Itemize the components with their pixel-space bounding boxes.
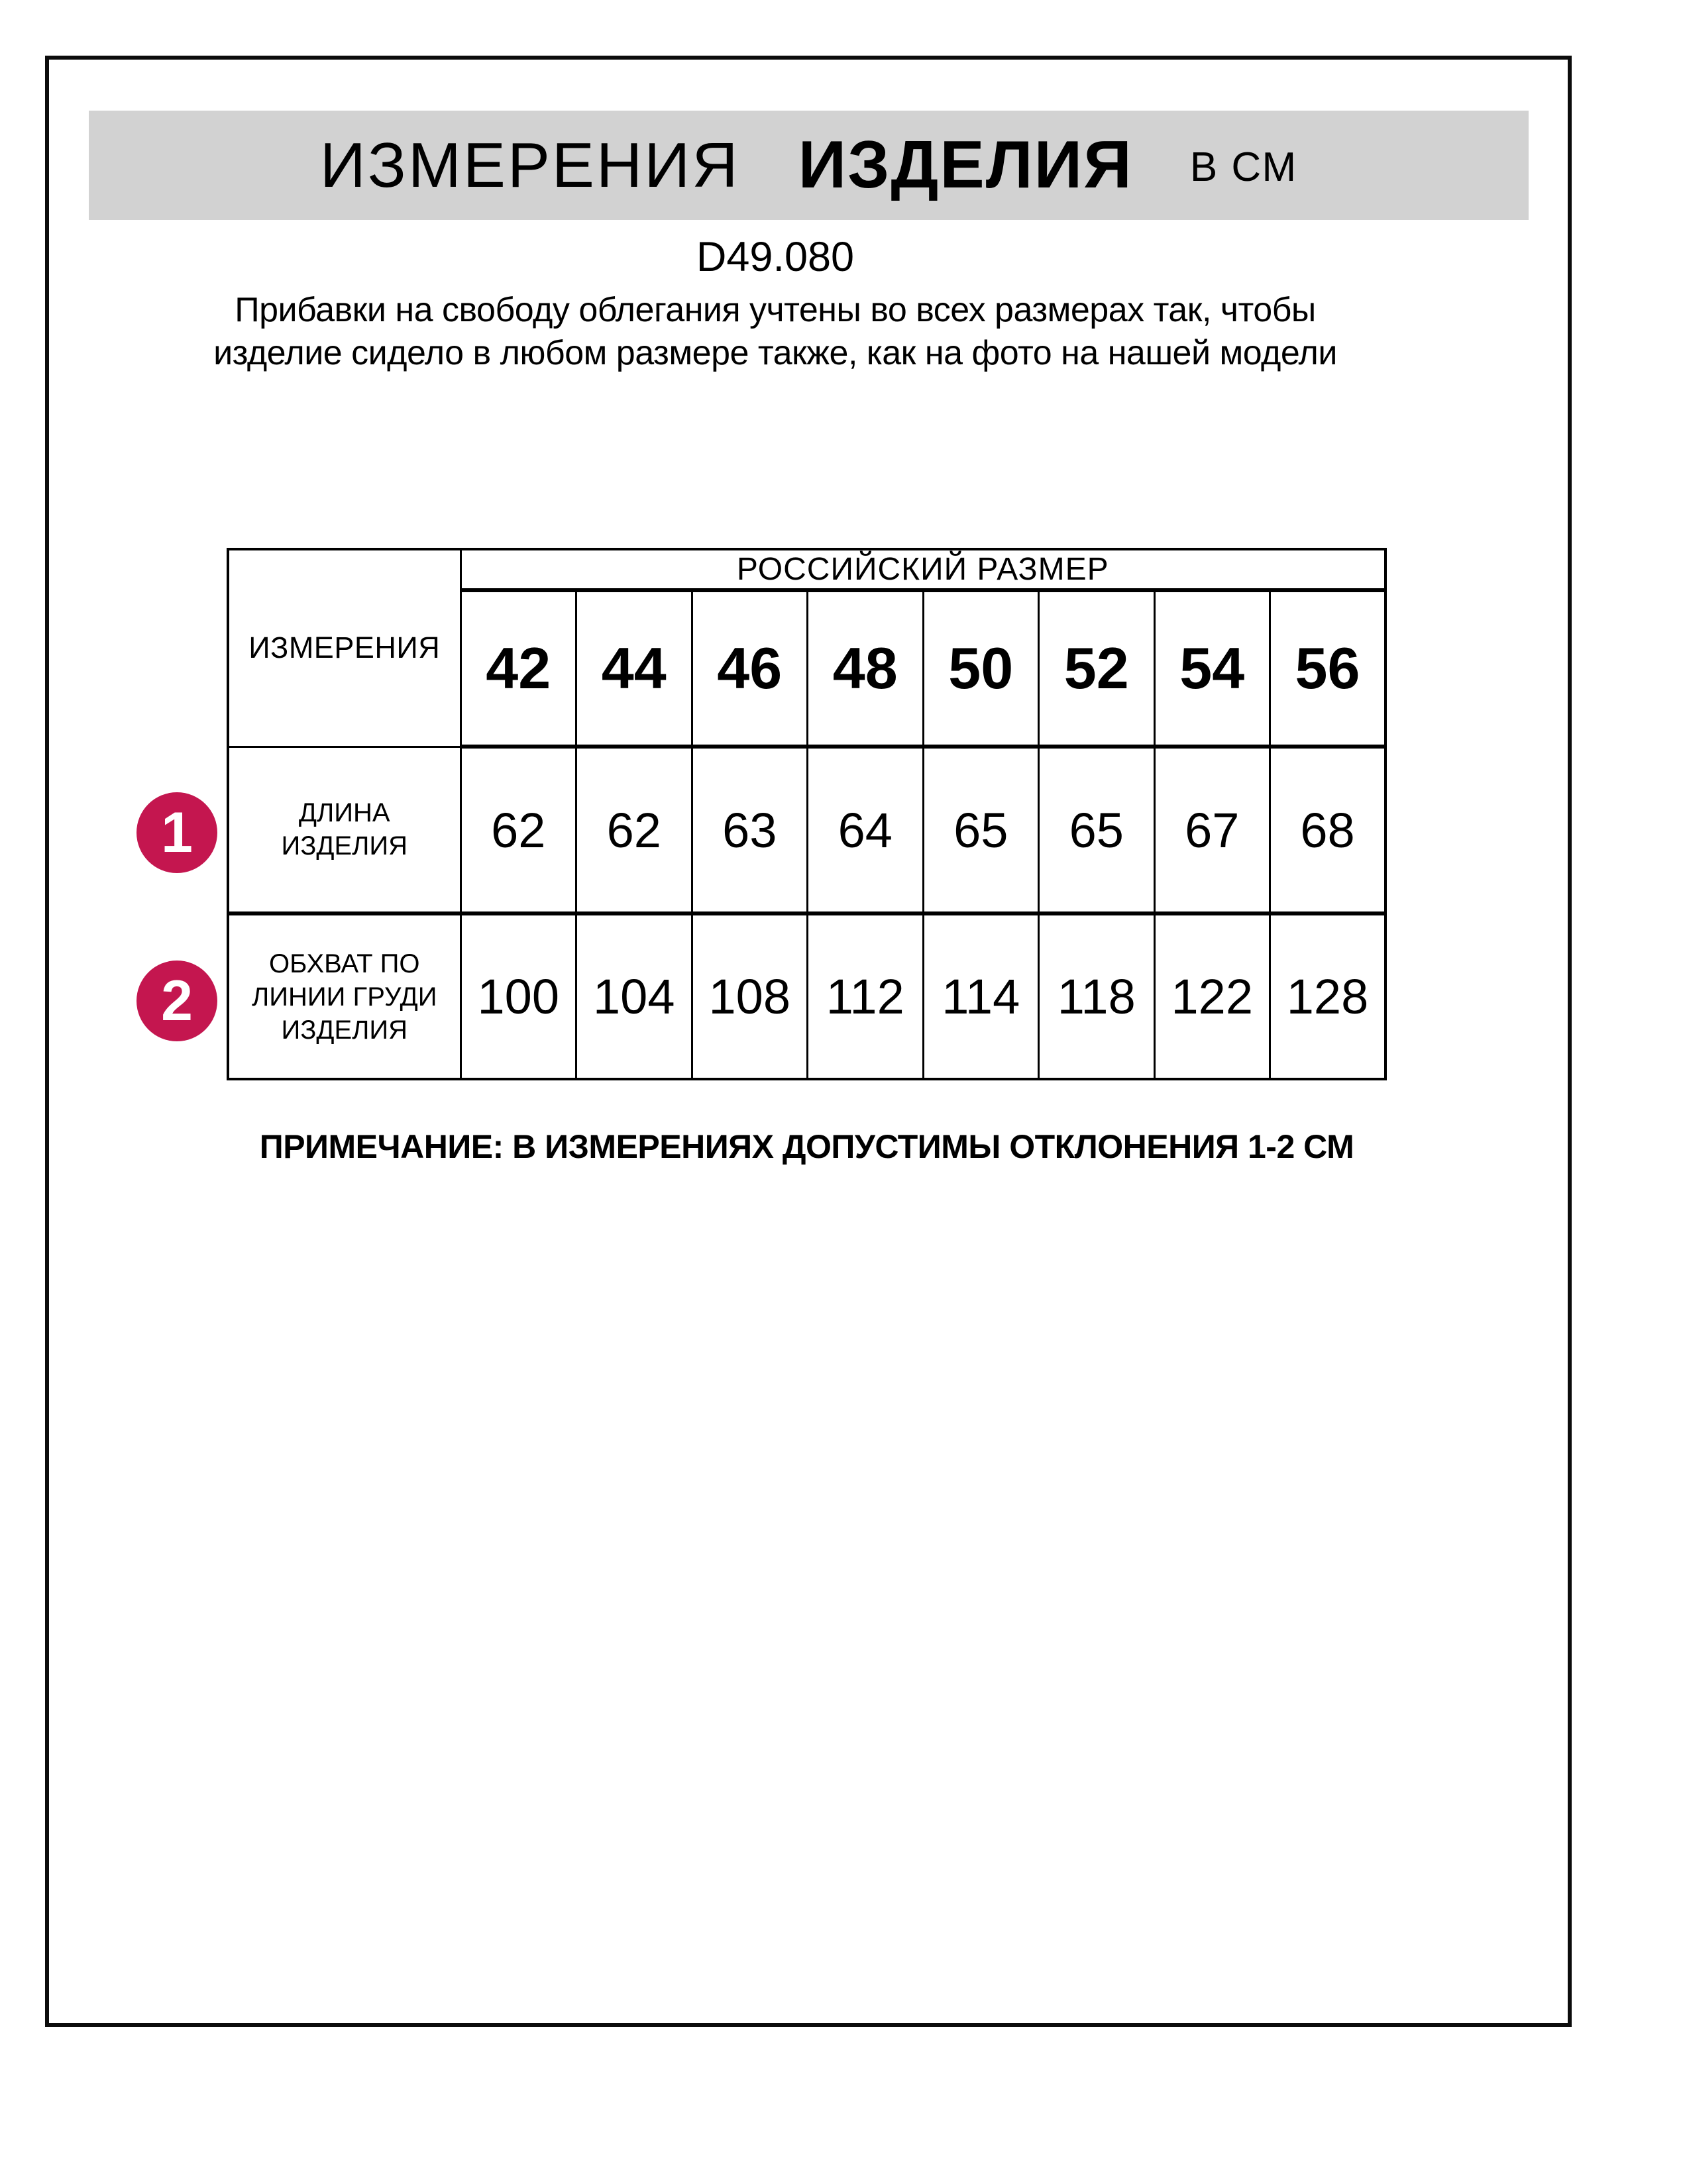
product-description: Прибавки на свободу облегания учтены во всех размерах так, чтобы изделие сидело в любом размере также, как на фото на нашей модели bbox=[213, 291, 1337, 372]
table-row-length bbox=[228, 747, 1385, 913]
model-code: D49.080 bbox=[696, 234, 855, 280]
title-measurements: ИЗМЕРЕНИЯ bbox=[319, 129, 740, 201]
title-product: ИЗДЕЛИЯ bbox=[798, 128, 1133, 202]
measurement-value: 108 bbox=[692, 913, 808, 1079]
measurement-value: 68 bbox=[1270, 747, 1386, 913]
size-header-52: 52 bbox=[1039, 590, 1155, 747]
size-header-50: 50 bbox=[923, 590, 1039, 747]
measurement-value: 62 bbox=[576, 747, 692, 913]
measurement-value: 65 bbox=[923, 747, 1039, 913]
group-header: РОССИЙСКИЙ РАЗМЕР bbox=[461, 549, 1385, 590]
row-badge-2: 2 bbox=[136, 961, 217, 1041]
corner-label: ИЗМЕРЕНИЯ bbox=[228, 549, 461, 747]
measurement-value: 104 bbox=[576, 913, 692, 1079]
size-header-54: 54 bbox=[1154, 590, 1270, 747]
measurement-value: 67 bbox=[1154, 747, 1270, 913]
measurement-label: ОБХВАТ ПО ЛИНИИ ГРУДИ ИЗДЕЛИЯ bbox=[228, 913, 461, 1079]
size-header-56: 56 bbox=[1270, 590, 1386, 747]
size-header-48: 48 bbox=[808, 590, 924, 747]
row-badge-1: 1 bbox=[136, 792, 217, 873]
title-bar bbox=[89, 111, 1529, 220]
measurement-value: 65 bbox=[1039, 747, 1155, 913]
measurement-label: ДЛИНА ИЗДЕЛИЯ bbox=[228, 747, 461, 913]
measurement-value: 112 bbox=[808, 913, 924, 1079]
tolerance-note: ПРИМЕЧАНИЕ: В ИЗМЕРЕНИЯХ ДОПУСТИМЫ ОТКЛОНЕНИЯ 1-2 СМ bbox=[259, 1128, 1354, 1165]
subtitle-block bbox=[192, 233, 1358, 375]
size-header-46: 46 bbox=[692, 590, 808, 747]
measurement-value: 114 bbox=[923, 913, 1039, 1079]
measurement-value: 128 bbox=[1270, 913, 1386, 1079]
measurement-value: 122 bbox=[1154, 913, 1270, 1079]
size-table bbox=[227, 548, 1387, 1080]
size-header-42: 42 bbox=[461, 590, 576, 747]
size-header-44: 44 bbox=[576, 590, 692, 747]
group-header-row bbox=[228, 549, 1385, 590]
title-unit: В СМ bbox=[1189, 144, 1298, 190]
measurement-value: 64 bbox=[808, 747, 924, 913]
table-row-chest bbox=[228, 913, 1385, 1079]
measurement-value: 100 bbox=[461, 913, 576, 1079]
measurement-value: 62 bbox=[461, 747, 576, 913]
measurement-value: 63 bbox=[692, 747, 808, 913]
measurement-value: 118 bbox=[1039, 913, 1155, 1079]
